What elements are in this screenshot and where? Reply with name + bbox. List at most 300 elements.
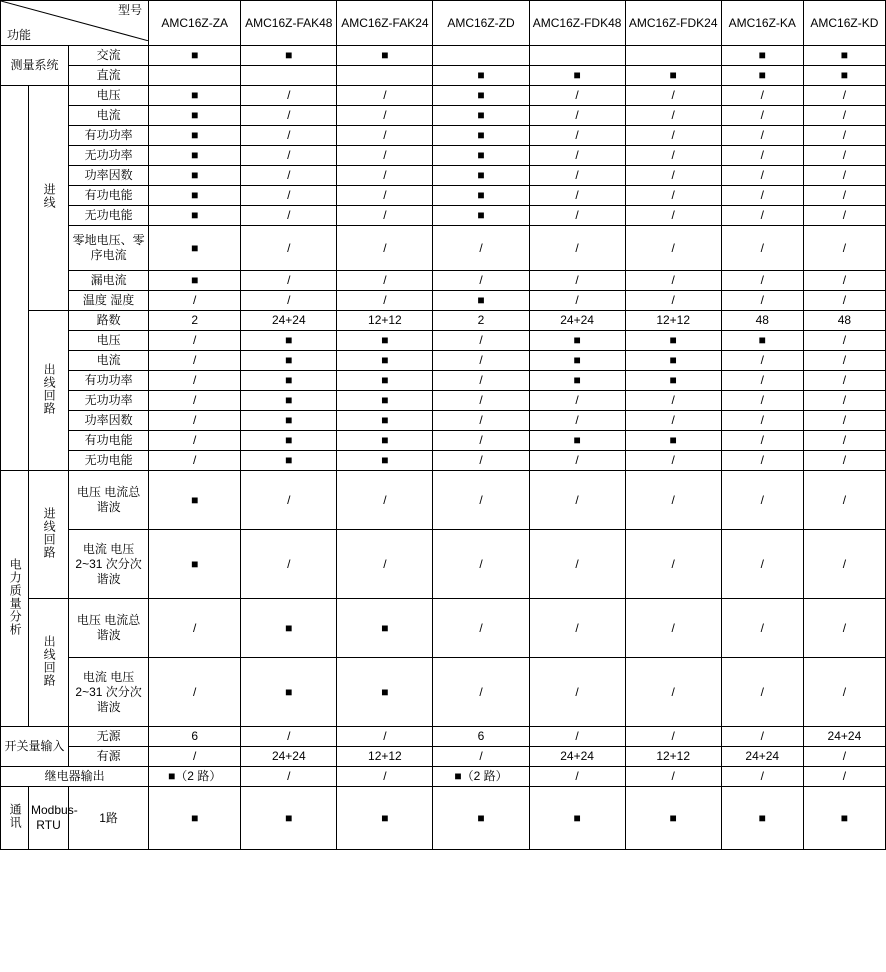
cell-18-4: ■ [529, 431, 625, 451]
cell-14-0: / [149, 351, 241, 371]
cell-26-2: / [337, 767, 433, 787]
cell-25-0: / [149, 747, 241, 767]
cell-13-7: / [803, 331, 885, 351]
cell-22-5: / [625, 599, 721, 658]
cell-5-6: / [721, 146, 803, 166]
cell-21-0: ■ [149, 530, 241, 599]
header-model-6: AMC16Z-KA [721, 1, 803, 46]
cell-22-3: / [433, 599, 529, 658]
cell-7-2: / [337, 186, 433, 206]
cell-24-3: 6 [433, 727, 529, 747]
cell-26-4: / [529, 767, 625, 787]
cell-14-2: ■ [337, 351, 433, 371]
cell-21-3: / [433, 530, 529, 599]
cell-17-3: / [433, 411, 529, 431]
cell-2-7: / [803, 86, 885, 106]
cell-2-2: / [337, 86, 433, 106]
table-row [1, 106, 886, 126]
cell-17-1: ■ [241, 411, 337, 431]
cell-20-3: / [433, 471, 529, 530]
cell-10-0: ■ [149, 271, 241, 291]
cell-16-3: / [433, 391, 529, 411]
table-row [1, 767, 886, 787]
cell-3-5: / [625, 106, 721, 126]
cell-9-4: / [529, 226, 625, 271]
cell-27-6: ■ [721, 787, 803, 850]
row-label-16: 无功功率 [69, 391, 149, 411]
cell-8-3: ■ [433, 206, 529, 226]
cell-17-4: / [529, 411, 625, 431]
table-row [1, 126, 886, 146]
cell-14-3: / [433, 351, 529, 371]
table-row [1, 146, 886, 166]
cell-3-0: ■ [149, 106, 241, 126]
header-corner-cell [1, 1, 149, 46]
cell-26-6: / [721, 767, 803, 787]
header-model-3: AMC16Z-ZD [433, 1, 529, 46]
cell-23-2: ■ [337, 658, 433, 727]
cell-12-2: 12+12 [337, 311, 433, 331]
cell-23-3: / [433, 658, 529, 727]
cell-4-3: ■ [433, 126, 529, 146]
row-label-0: 交流 [69, 46, 149, 66]
cell-25-7: / [803, 747, 885, 767]
cell-27-5: ■ [625, 787, 721, 850]
cell-18-2: ■ [337, 431, 433, 451]
subgroup-label-incoming-line: 进线 [29, 86, 69, 311]
cell-12-6: 48 [721, 311, 803, 331]
cell-0-0: ■ [149, 46, 241, 66]
cell-25-4: 24+24 [529, 747, 625, 767]
cell-23-4: / [529, 658, 625, 727]
table-row [1, 166, 886, 186]
cell-7-0: ■ [149, 186, 241, 206]
group-label-relay-output: 继电器输出 [1, 767, 149, 787]
table-row [1, 747, 886, 767]
cell-3-3: ■ [433, 106, 529, 126]
table-row [1, 271, 886, 291]
cell-15-2: ■ [337, 371, 433, 391]
table-row [1, 351, 886, 371]
group-label-blank-measure [1, 86, 29, 471]
cell-4-4: / [529, 126, 625, 146]
cell-0-6: ■ [721, 46, 803, 66]
cell-4-0: ■ [149, 126, 241, 146]
cell-18-6: / [721, 431, 803, 451]
cell-8-0: ■ [149, 206, 241, 226]
cell-1-1 [241, 66, 337, 86]
cell-10-2: / [337, 271, 433, 291]
cell-20-6: / [721, 471, 803, 530]
cell-24-7: 24+24 [803, 727, 885, 747]
cell-15-1: ■ [241, 371, 337, 391]
cell-11-2: / [337, 291, 433, 311]
cell-27-4: ■ [529, 787, 625, 850]
cell-20-0: ■ [149, 471, 241, 530]
cell-10-1: / [241, 271, 337, 291]
subgroup-label-pq-outgoing: 出线回路 [29, 599, 69, 727]
cell-12-5: 12+12 [625, 311, 721, 331]
cell-19-7: / [803, 451, 885, 471]
cell-6-6: / [721, 166, 803, 186]
table-row [1, 411, 886, 431]
cell-14-1: ■ [241, 351, 337, 371]
cell-1-3: ■ [433, 66, 529, 86]
cell-25-2: 12+12 [337, 747, 433, 767]
row-label-13: 电压 [69, 331, 149, 351]
row-label-17: 功率因数 [69, 411, 149, 431]
cell-8-7: / [803, 206, 885, 226]
row-label-18: 有功电能 [69, 431, 149, 451]
row-label-4: 有功功率 [69, 126, 149, 146]
cell-12-4: 24+24 [529, 311, 625, 331]
cell-10-7: / [803, 271, 885, 291]
cell-16-2: ■ [337, 391, 433, 411]
cell-11-3: ■ [433, 291, 529, 311]
cell-26-5: / [625, 767, 721, 787]
table-row [1, 658, 886, 727]
cell-19-6: / [721, 451, 803, 471]
cell-3-7: / [803, 106, 885, 126]
cell-19-0: / [149, 451, 241, 471]
cell-24-4: / [529, 727, 625, 747]
cell-20-4: / [529, 471, 625, 530]
cell-23-6: / [721, 658, 803, 727]
cell-9-1: / [241, 226, 337, 271]
table-row [1, 66, 886, 86]
cell-18-3: / [433, 431, 529, 451]
cell-9-6: / [721, 226, 803, 271]
header-model-2: AMC16Z-FAK24 [337, 1, 433, 46]
cell-7-5: / [625, 186, 721, 206]
table-row [1, 599, 886, 658]
row-label-8: 无功电能 [69, 206, 149, 226]
cell-0-2: ■ [337, 46, 433, 66]
cell-25-1: 24+24 [241, 747, 337, 767]
row-label-25: 有源 [69, 747, 149, 767]
table-row [1, 86, 886, 106]
cell-21-6: / [721, 530, 803, 599]
cell-23-1: ■ [241, 658, 337, 727]
row-label-20: 电压 电流总谐波 [69, 471, 149, 530]
cell-16-1: ■ [241, 391, 337, 411]
cell-22-1: ■ [241, 599, 337, 658]
row-label-23: 电流 电压2~31 次分次谐波 [69, 658, 149, 727]
cell-19-1: ■ [241, 451, 337, 471]
cell-13-5: ■ [625, 331, 721, 351]
cell-1-5: ■ [625, 66, 721, 86]
row-label-24: 无源 [69, 727, 149, 747]
row-label-19: 无功电能 [69, 451, 149, 471]
cell-25-6: 24+24 [721, 747, 803, 767]
cell-5-1: / [241, 146, 337, 166]
cell-13-0: / [149, 331, 241, 351]
cell-19-3: / [433, 451, 529, 471]
row-label-6: 功率因数 [69, 166, 149, 186]
cell-20-1: / [241, 471, 337, 530]
cell-21-5: / [625, 530, 721, 599]
cell-18-7: / [803, 431, 885, 451]
cell-17-2: ■ [337, 411, 433, 431]
cell-19-4: / [529, 451, 625, 471]
header-model-label: 型号 [118, 3, 143, 17]
table-row [1, 530, 886, 599]
cell-14-6: / [721, 351, 803, 371]
cell-24-0: 6 [149, 727, 241, 747]
cell-0-3 [433, 46, 529, 66]
cell-12-1: 24+24 [241, 311, 337, 331]
cell-19-5: / [625, 451, 721, 471]
cell-15-6: / [721, 371, 803, 391]
cell-11-0: / [149, 291, 241, 311]
cell-3-6: / [721, 106, 803, 126]
cell-7-6: / [721, 186, 803, 206]
cell-9-2: / [337, 226, 433, 271]
cell-16-5: / [625, 391, 721, 411]
cell-13-2: ■ [337, 331, 433, 351]
cell-14-7: / [803, 351, 885, 371]
cell-5-0: ■ [149, 146, 241, 166]
cell-9-3: / [433, 226, 529, 271]
cell-8-2: / [337, 206, 433, 226]
cell-13-4: ■ [529, 331, 625, 351]
row-label-12: 路数 [69, 311, 149, 331]
cell-21-7: / [803, 530, 885, 599]
cell-0-4 [529, 46, 625, 66]
cell-5-4: / [529, 146, 625, 166]
cell-1-6: ■ [721, 66, 803, 86]
cell-4-2: / [337, 126, 433, 146]
table-row [1, 46, 886, 66]
cell-15-0: / [149, 371, 241, 391]
cell-10-4: / [529, 271, 625, 291]
cell-5-7: / [803, 146, 885, 166]
cell-3-2: / [337, 106, 433, 126]
row-label-2: 电压 [69, 86, 149, 106]
cell-20-5: / [625, 471, 721, 530]
cell-5-3: ■ [433, 146, 529, 166]
cell-8-5: / [625, 206, 721, 226]
cell-27-0: ■ [149, 787, 241, 850]
cell-21-4: / [529, 530, 625, 599]
cell-5-2: / [337, 146, 433, 166]
cell-8-1: / [241, 206, 337, 226]
cell-9-7: / [803, 226, 885, 271]
cell-12-3: 2 [433, 311, 529, 331]
cell-13-3: / [433, 331, 529, 351]
cell-0-1: ■ [241, 46, 337, 66]
cell-1-7: ■ [803, 66, 885, 86]
cell-22-0: / [149, 599, 241, 658]
cell-6-1: / [241, 166, 337, 186]
cell-8-4: / [529, 206, 625, 226]
cell-22-6: / [721, 599, 803, 658]
cell-9-0: ■ [149, 226, 241, 271]
cell-7-1: / [241, 186, 337, 206]
cell-11-4: / [529, 291, 625, 311]
cell-27-1: ■ [241, 787, 337, 850]
subgroup-label-outgoing-circuit: 出线回路 [29, 311, 69, 471]
table-row [1, 787, 886, 850]
header-function-label: 功能 [7, 28, 32, 42]
cell-7-4: / [529, 186, 625, 206]
cell-2-4: / [529, 86, 625, 106]
cell-24-2: / [337, 727, 433, 747]
cell-17-7: / [803, 411, 885, 431]
header-model-5: AMC16Z-FDK24 [625, 1, 721, 46]
cell-21-1: / [241, 530, 337, 599]
cell-0-7: ■ [803, 46, 885, 66]
cell-16-0: / [149, 391, 241, 411]
cell-22-7: / [803, 599, 885, 658]
group-label-power-quality: 电力质量分析 [1, 471, 29, 727]
cell-17-6: / [721, 411, 803, 431]
cell-3-1: / [241, 106, 337, 126]
cell-2-6: / [721, 86, 803, 106]
cell-24-1: / [241, 727, 337, 747]
row-label-1: 直流 [69, 66, 149, 86]
cell-15-4: ■ [529, 371, 625, 391]
cell-13-1: ■ [241, 331, 337, 351]
header-model-0: AMC16Z-ZA [149, 1, 241, 46]
row-label-7: 有功电能 [69, 186, 149, 206]
cell-15-7: / [803, 371, 885, 391]
cell-11-6: / [721, 291, 803, 311]
cell-6-4: / [529, 166, 625, 186]
table-row [1, 431, 886, 451]
cell-17-0: / [149, 411, 241, 431]
group-label-comm: 通讯 [1, 787, 29, 850]
cell-25-3: / [433, 747, 529, 767]
cell-9-5: / [625, 226, 721, 271]
group-label-switch-input: 开关量输入 [1, 727, 69, 767]
table-row [1, 391, 886, 411]
row-label-22: 电压 电流总谐波 [69, 599, 149, 658]
cell-4-6: / [721, 126, 803, 146]
row-label-10: 漏电流 [69, 271, 149, 291]
subgroup-label-pq-incoming: 进线回路 [29, 471, 69, 599]
table-row [1, 226, 886, 271]
cell-2-3: ■ [433, 86, 529, 106]
row-label-27: 1路 [69, 787, 149, 850]
header-model-4: AMC16Z-FDK48 [529, 1, 625, 46]
row-label-5: 无功功率 [69, 146, 149, 166]
cell-1-2 [337, 66, 433, 86]
cell-22-4: / [529, 599, 625, 658]
cell-15-3: / [433, 371, 529, 391]
cell-10-6: / [721, 271, 803, 291]
cell-14-5: ■ [625, 351, 721, 371]
cell-0-5 [625, 46, 721, 66]
cell-1-0 [149, 66, 241, 86]
cell-2-1: / [241, 86, 337, 106]
cell-22-2: ■ [337, 599, 433, 658]
cell-18-5: ■ [625, 431, 721, 451]
table-row [1, 206, 886, 226]
header-model-1: AMC16Z-FAK48 [241, 1, 337, 46]
cell-4-1: / [241, 126, 337, 146]
cell-26-7: / [803, 767, 885, 787]
cell-14-4: ■ [529, 351, 625, 371]
table-row [1, 291, 886, 311]
cell-16-4: / [529, 391, 625, 411]
group-label-measure-system: 测量系统 [1, 46, 69, 86]
cell-6-0: ■ [149, 166, 241, 186]
cell-7-7: / [803, 186, 885, 206]
cell-18-1: ■ [241, 431, 337, 451]
cell-12-7: 48 [803, 311, 885, 331]
table-row [1, 727, 886, 747]
cell-25-5: 12+12 [625, 747, 721, 767]
cell-11-5: / [625, 291, 721, 311]
cell-26-0: ■（2 路） [149, 767, 241, 787]
row-label-14: 电流 [69, 351, 149, 371]
cell-12-0: 2 [149, 311, 241, 331]
table-row [1, 451, 886, 471]
cell-6-2: / [337, 166, 433, 186]
row-label-11: 温度 湿度 [69, 291, 149, 311]
cell-27-3: ■ [433, 787, 529, 850]
table-header-row [1, 1, 886, 46]
table-row [1, 471, 886, 530]
cell-27-7: ■ [803, 787, 885, 850]
cell-24-5: / [625, 727, 721, 747]
cell-6-7: / [803, 166, 885, 186]
table-row [1, 371, 886, 391]
cell-11-1: / [241, 291, 337, 311]
cell-8-6: / [721, 206, 803, 226]
row-label-15: 有功功率 [69, 371, 149, 391]
cell-4-5: / [625, 126, 721, 146]
cell-7-3: ■ [433, 186, 529, 206]
subgroup-label-modbus: Modbus-RTU [29, 787, 69, 850]
cell-2-0: ■ [149, 86, 241, 106]
cell-23-5: / [625, 658, 721, 727]
cell-10-3: / [433, 271, 529, 291]
cell-10-5: / [625, 271, 721, 291]
cell-11-7: / [803, 291, 885, 311]
cell-19-2: ■ [337, 451, 433, 471]
table-row [1, 331, 886, 351]
row-label-3: 电流 [69, 106, 149, 126]
cell-26-1: / [241, 767, 337, 787]
table-row [1, 311, 886, 331]
cell-6-3: ■ [433, 166, 529, 186]
cell-16-6: / [721, 391, 803, 411]
cell-4-7: / [803, 126, 885, 146]
table-row [1, 186, 886, 206]
cell-3-4: / [529, 106, 625, 126]
header-model-7: AMC16Z-KD [803, 1, 885, 46]
cell-20-2: / [337, 471, 433, 530]
row-label-9: 零地电压、零序电流 [69, 226, 149, 271]
cell-21-2: / [337, 530, 433, 599]
row-label-21: 电流 电压2~31 次分次谐波 [69, 530, 149, 599]
cell-24-6: / [721, 727, 803, 747]
cell-20-7: / [803, 471, 885, 530]
cell-2-5: / [625, 86, 721, 106]
cell-5-5: / [625, 146, 721, 166]
cell-26-3: ■（2 路） [433, 767, 529, 787]
cell-6-5: / [625, 166, 721, 186]
cell-17-5: / [625, 411, 721, 431]
cell-15-5: ■ [625, 371, 721, 391]
cell-18-0: / [149, 431, 241, 451]
cell-27-2: ■ [337, 787, 433, 850]
cell-13-6: ■ [721, 331, 803, 351]
cell-1-4: ■ [529, 66, 625, 86]
cell-23-0: / [149, 658, 241, 727]
